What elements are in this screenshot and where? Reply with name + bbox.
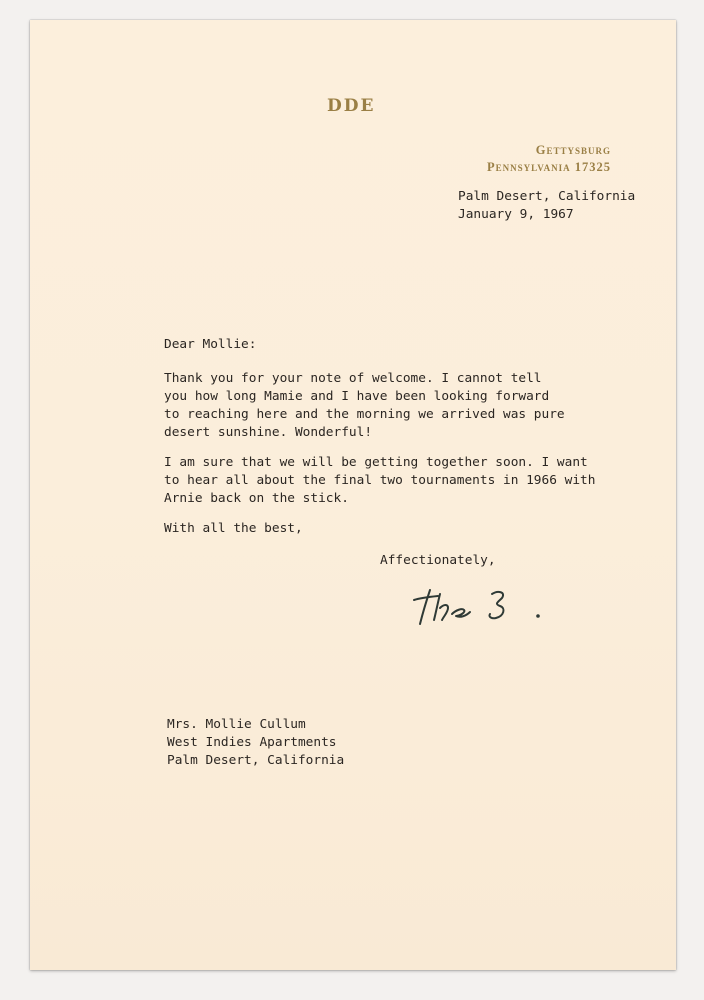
body-line: you how long Mamie and I have been looking forward xyxy=(164,389,550,404)
closing: Affectionately, xyxy=(380,553,496,568)
body-paragraph-3: With all the best, xyxy=(164,521,303,536)
dateline-place: Palm Desert, California xyxy=(458,189,636,204)
body-line: to hear all about the final two tournaments in 1966 with xyxy=(164,473,596,488)
letter-sheet xyxy=(30,20,676,970)
salutation: Dear Mollie: xyxy=(164,337,257,352)
letterhead-city: Gettysburg xyxy=(535,143,611,157)
dateline xyxy=(458,188,635,224)
recipient-name: Mrs. Mollie Cullum xyxy=(167,717,306,732)
body-line: Arnie back on the stick. xyxy=(164,491,349,506)
body-line: Thank you for your note of welcome. I cannot tell xyxy=(164,371,542,386)
body-line: to reaching here and the morning we arrived was pure xyxy=(164,407,565,422)
body-line: desert sunshine. Wonderful! xyxy=(164,425,373,440)
dateline-date: January 9, 1967 xyxy=(458,207,574,222)
body-paragraph-1 xyxy=(164,370,604,442)
letterhead-monogram: DDE xyxy=(327,96,376,116)
letterhead-state-zip: Pennsylvania 17325 xyxy=(486,160,611,174)
handwritten-signature xyxy=(408,580,548,628)
recipient-city: Palm Desert, California xyxy=(167,753,345,768)
recipient-address xyxy=(167,716,344,770)
letterhead-address xyxy=(487,142,611,176)
recipient-building: West Indies Apartments xyxy=(167,735,337,750)
body-line: I am sure that we will be getting together soon. I want xyxy=(164,455,588,470)
body-paragraph-2 xyxy=(164,454,604,508)
